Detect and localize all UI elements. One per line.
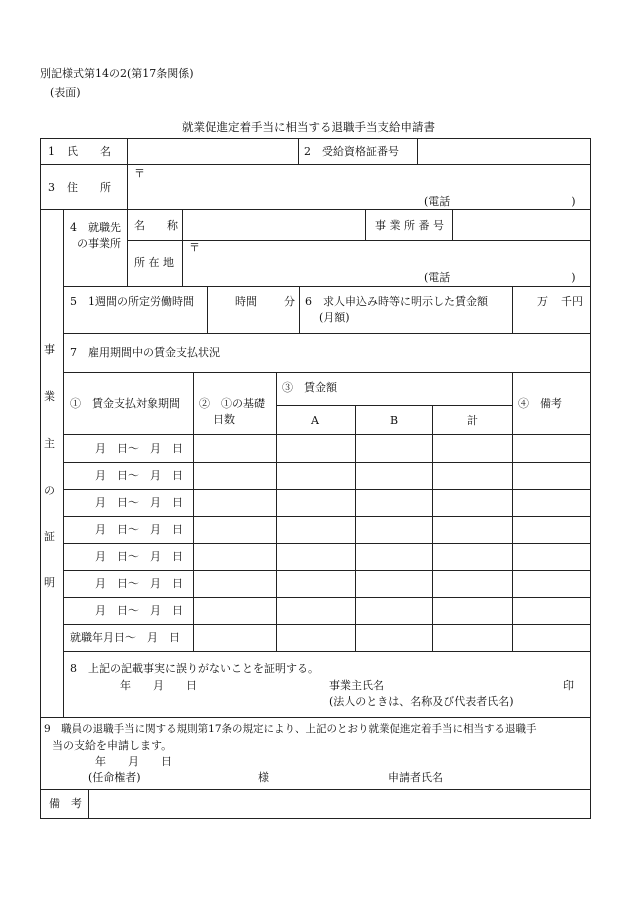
stated-wage-label-1: 6 求人申込み時等に明示した賃金額 [305,295,488,308]
wage-status-label: 7 雇用期間中の賃金支払状況 [70,346,220,359]
name-field[interactable] [130,146,295,160]
employer-cert-char-3: 主 [44,437,55,450]
postal-mark: 〒 [134,167,145,180]
office-number-label: 事 業 所 番 号 [375,219,444,232]
workplace-label-1: 4 就職先 [70,221,121,234]
certification-date: 年 月 日 [120,679,197,692]
wage-unit-sen: 千円 [561,295,583,308]
certification-statement: 8 上記の記載事実に誤りがないことを証明する。 [70,662,319,675]
period-row-4: 月 日〜 月 日 [95,523,183,536]
base-days-header-1: ② ①の基礎 [199,397,265,410]
employer-cert-char-1: 事 [44,343,55,356]
wage-unit-man: 万 [537,295,548,308]
employer-name-label: 事業主氏名 [329,679,384,692]
wage-column-a: A [311,414,319,427]
name-number: 1 [48,145,55,158]
certificate-number-label: 2 受給資格証番号 [304,145,399,158]
page-title: 就業促進定着手当に相当する退職手当支給申請書 [182,120,435,134]
employer-cert-char-4: の [44,484,55,497]
seal-mark: 印 [563,679,574,692]
base-days-header-2: 日数 [213,413,235,426]
name-label: 氏 名 [67,145,111,158]
period-row-8: 就職年月日〜 月 日 [70,631,180,644]
workplace-postal-mark: 〒 [189,241,200,254]
period-row-5: 月 日〜 月 日 [95,550,183,563]
hours-unit: 時間 [235,295,257,308]
appointing-authority-label: (任命権者) [88,771,141,784]
stated-wage-label-2: (月額) [319,311,350,324]
address-phone: (電話 ) [424,195,576,208]
honorific: 様 [258,771,269,784]
application-statement-1: 9 職員の退職手当に関する規則第17条の規定により、上記のとおり就業促進定着手当に相当する退職手 [44,723,537,735]
wage-column-b: B [390,414,399,427]
remarks-header: ④ 備考 [518,397,562,410]
address-label: 住 所 [67,181,111,194]
period-header: ① 賃金支払対象期間 [70,397,180,410]
remarks-label: 備 考 [49,797,82,810]
employer-cert-char-6: 明 [44,576,55,589]
wage-amount-header: ③ 賃金額 [282,381,337,394]
corporation-note: (法人のときは、名称及び代表者氏名) [329,695,514,708]
period-row-2: 月 日〜 月 日 [95,469,183,482]
employer-cert-char-5: 証 [44,530,55,543]
side-label: (表面) [50,86,81,99]
form-reference: 別記様式第14の2(第17条関係) [40,67,194,80]
weekly-hours-label: 5 1週間の所定労働時間 [70,295,194,308]
wage-column-total: 計 [467,414,478,427]
workplace-name-label: 名 称 [134,219,178,232]
applicant-name-label: 申請者氏名 [388,771,443,784]
application-statement-2: 当の支給を申請します。 [52,739,173,752]
minutes-unit: 分 [284,295,295,308]
address-number: 3 [48,181,55,194]
period-row-7: 月 日〜 月 日 [95,604,183,617]
period-row-1: 月 日〜 月 日 [95,442,183,455]
certificate-number-field[interactable] [420,146,585,160]
workplace-address-label: 所 在 地 [134,256,174,269]
application-date: 年 月 日 [95,755,172,768]
workplace-label-2: の事業所 [77,237,121,250]
period-row-6: 月 日〜 月 日 [95,577,183,590]
workplace-phone: (電話 ) [424,271,576,284]
employer-cert-char-2: 業 [44,390,55,403]
period-row-3: 月 日〜 月 日 [95,496,183,509]
remarks-field[interactable] [93,795,585,813]
